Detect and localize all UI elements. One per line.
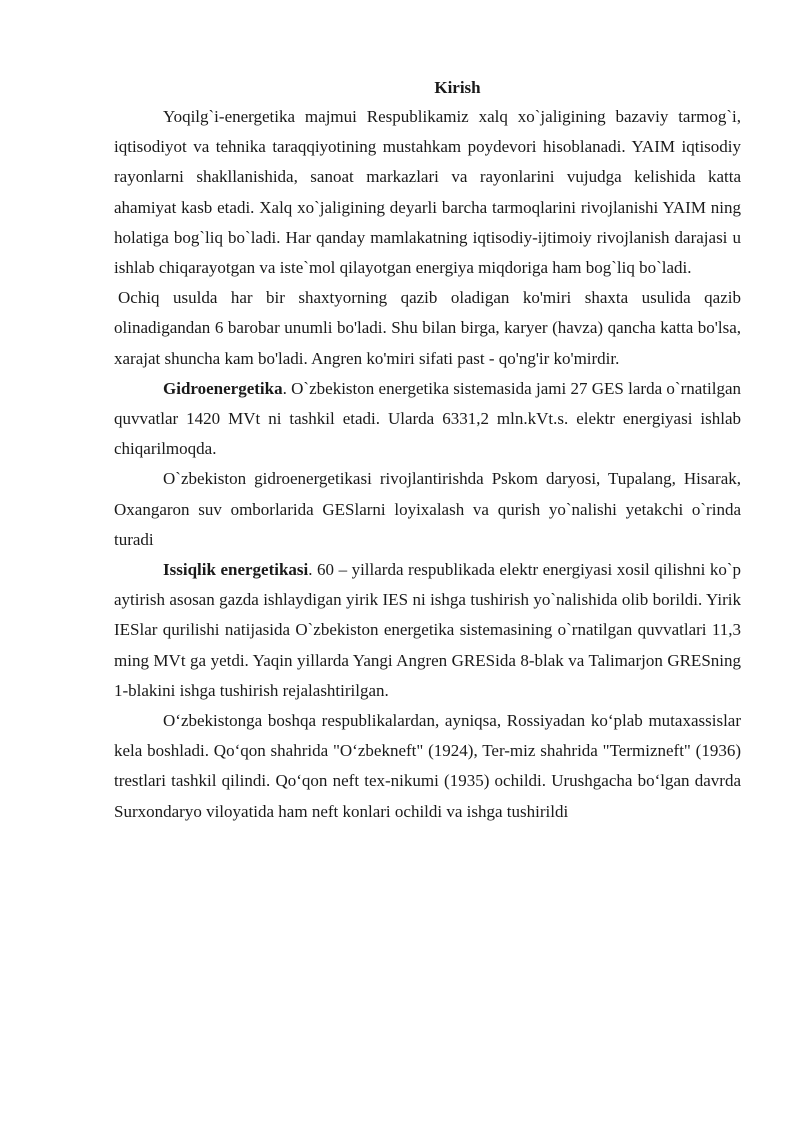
paragraph-oil-industry — [114, 706, 741, 827]
paragraph-text: O‘zbekistonga boshqa respublikalardan, ayniqsa, Rossiyadan ko‘plab mutaxassislar kela boshladi. Qo‘qon shahrida "O‘zbekneft" (1924), Ter-miz shahrida "Termizneft" (1936) trestlari tashkil qilindi. Qo‘qon neft tex-nikumi (1935) ochildi. Urushgacha bo‘lgan davrda Surxondaryo viloyatida ham neft konlari ochildi va ishga tushirildi — [114, 711, 741, 821]
paragraph-hydropower — [114, 374, 741, 465]
paragraph-heading: Issiqlik energetikasi — [163, 560, 309, 580]
paragraph-text: . O`zbekiston energetika sistemasida jami 27 GES larda o`rnatilgan quvvatlar 1420 MVt ni tashkil etadi. Ularda 6331,2 mln.kVt.s. elektr energiyasi ishlab chiqarilmoqda. — [114, 378, 741, 459]
paragraph-text: Yoqilg`i-energetika majmui Respublikamiz xalq xo`jaligining bazaviy tarmog`i, iqtisodiyot va tehnika taraqqiyotining mustahkam poydevori hisoblanadi. YAIM iqtisodiy rayonlarni shakllanishida, sanoat markazlari va rayonlarini vujudga kelishida katta ahamiyat kasb etadi. Xalq xo`jaligining deyarli barcha tarmoqlarini rivojlanishi YAIM ning holatiga bog`liq bo`ladi. Har qanday mamlakatning iqtisodiy-ijtimoiy rivojlanish darajasi u ishlab chiqarayotgan va iste`mol qilayotgan energiya miqdoriga ham bog`liq bo`ladi. — [114, 107, 741, 278]
paragraph-heading: Gidroenergetika — [163, 378, 283, 398]
paragraph-text: O`zbekiston gidroenergetikasi rivojlantirishda Pskom daryosi, Tupalang, Hisarak, Oxangaron suv omborlarida GESlarni loyixalash va qurish yo`nalishi yetakchi o`rinda turadi — [114, 469, 741, 549]
paragraph-thermal-power — [114, 555, 741, 706]
paragraph-introduction — [114, 102, 741, 283]
paragraph-text: Ochiq usulda har bir shaxtyorning qazib oladigan ko'miri shaxta usulida qazib olinadigandan 6 barobar unumli bo'ladi. Shu bilan birga, karyer (havza) qancha katta bo'lsa, xarajat shuncha kam bo'ladi. Angren ko'miri sifati past - qo'ng'ir ko'mirdir. — [114, 288, 741, 368]
document-page — [114, 74, 741, 827]
paragraph-hydropower-development — [114, 464, 741, 555]
paragraph-text: . 60 – yillarda respublikada elektr energiyasi xosil qilishni ko`p aytirish asosan gazda ishlaydigan yirik IES ni ishga tushirish yo`nalishida olib borildi. Yirik IESlar qurilishi natijasida O`zbekiston energetika sistemasining o`rnatilgan quvvatlari 11,3 ming MVt ga yetdi. Yaqin yillarda Yangi Angren GRESida 8-blak va Talimarjon GRESning 1-blakini ishga tushirish rejalashtirilgan. — [114, 560, 741, 700]
paragraph-open-pit-mining — [114, 283, 741, 374]
page-title: Kirish — [434, 78, 481, 97]
